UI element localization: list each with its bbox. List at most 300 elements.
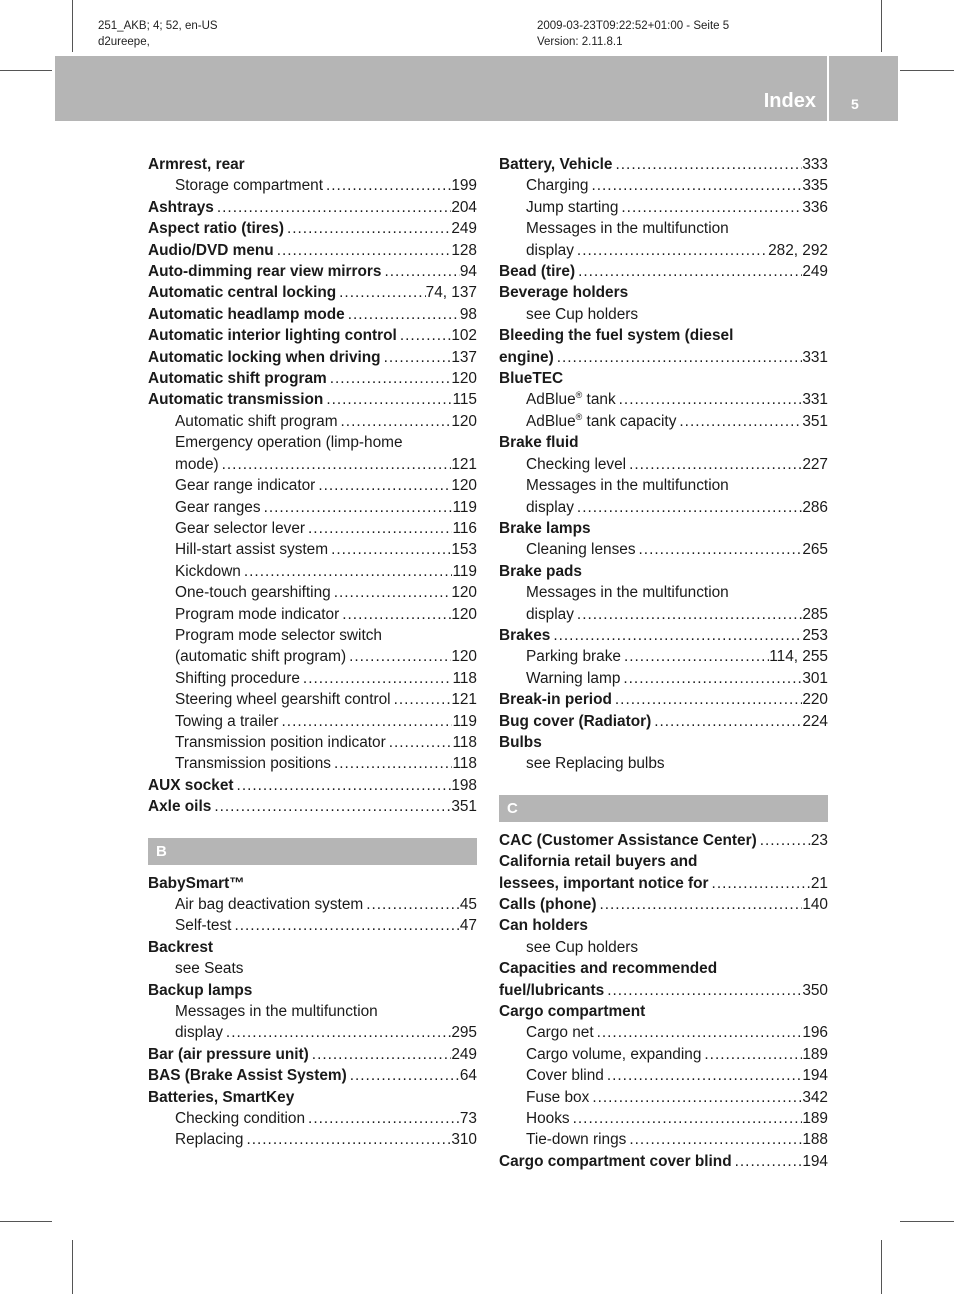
entry-label <box>499 980 604 1001</box>
page-reference: 120 <box>451 477 477 495</box>
entry-label <box>148 873 245 894</box>
entry-label <box>499 894 596 915</box>
entry-label <box>148 304 345 325</box>
entry-label-text: (automatic shift program) <box>175 648 347 666</box>
page-reference: 140 <box>802 896 828 913</box>
page-reference: 335 <box>802 177 828 195</box>
index-subentry <box>499 1108 828 1129</box>
page-reference: 331 <box>802 348 828 366</box>
entry-label-text: Gear ranges <box>175 498 261 516</box>
meta-right-line2: Version: 2.11.8.1 <box>537 36 623 48</box>
entry-label <box>526 753 665 774</box>
entry-label-text: Backrest <box>148 938 214 956</box>
leader-dots <box>381 261 459 282</box>
crop-mark <box>900 1221 954 1222</box>
entry-label <box>148 154 245 175</box>
leader-dots <box>570 1108 803 1129</box>
page-reference: 220 <box>802 691 828 709</box>
page-reference: 227 <box>802 455 828 473</box>
page-reference: 119 <box>452 562 477 580</box>
entry-label-text: see Seats <box>175 960 244 978</box>
entry-label-text: Hooks <box>526 1110 570 1128</box>
entry-label <box>499 830 757 851</box>
section-heading-c: C <box>499 795 828 822</box>
entry-label-text: Cover blind <box>526 1067 604 1085</box>
entry-label-text: BAS (Brake Assist System) <box>148 1067 347 1085</box>
index-entry <box>499 432 828 453</box>
index-subentry <box>148 894 477 915</box>
page-reference: 351 <box>451 798 477 816</box>
entry-label-text: Gear selector lever <box>175 519 306 537</box>
index-entry <box>499 1151 828 1172</box>
index-subentry <box>499 175 828 196</box>
index-subentry <box>499 646 828 667</box>
leader-dots <box>339 604 451 625</box>
entry-label <box>175 711 279 732</box>
entry-label <box>175 894 363 915</box>
index-entry <box>499 958 828 979</box>
entry-label <box>526 304 638 325</box>
leader-dots <box>241 561 453 582</box>
leader-dots <box>618 197 802 218</box>
entry-label-text: Automatic headlamp mode <box>148 305 345 323</box>
entry-label <box>148 389 323 410</box>
entry-label-text: display <box>526 241 574 259</box>
entry-label <box>499 689 612 710</box>
index-entry <box>148 368 477 389</box>
index-entry <box>499 347 828 368</box>
page-reference: 285 <box>802 605 828 623</box>
index-subentry <box>499 1065 828 1086</box>
entry-label-text: Calls (phone) <box>499 896 597 913</box>
page-reference: 21 <box>810 874 828 892</box>
entry-label-text: Towing a trailer <box>175 712 279 730</box>
index-entry <box>499 1001 828 1022</box>
registered-mark: ® <box>575 390 583 401</box>
entry-label <box>526 454 626 475</box>
entry-label <box>148 261 381 282</box>
entry-label-text: Ashtrays <box>148 198 214 216</box>
index-entry <box>148 980 477 1001</box>
leader-dots <box>323 175 451 196</box>
page-reference: 120 <box>451 412 477 430</box>
entry-label-text: Cargo compartment <box>499 1003 646 1021</box>
leader-dots <box>732 1151 803 1172</box>
entry-label <box>526 1129 626 1150</box>
index-subentry <box>499 604 828 625</box>
index-subentry <box>148 689 477 710</box>
index-subentry <box>499 1087 828 1108</box>
leader-dots <box>243 1129 451 1150</box>
index-subentry <box>148 753 477 774</box>
index-entry <box>148 1087 477 1108</box>
leader-dots <box>300 668 453 689</box>
page-reference: 194 <box>802 1067 828 1085</box>
entry-label <box>148 1087 294 1108</box>
entry-label-text: Messages in the multifunction <box>526 220 729 238</box>
crop-mark <box>881 0 882 52</box>
index-subentry <box>499 475 828 496</box>
index-subentry <box>499 937 828 958</box>
page-reference: 224 <box>802 712 828 730</box>
leader-dots <box>596 894 802 915</box>
index-subentry <box>499 240 828 261</box>
index-subentry <box>499 1044 828 1065</box>
page-reference: 120 <box>451 605 477 623</box>
entry-label <box>175 1001 378 1022</box>
leader-dots <box>305 1108 460 1129</box>
index-entry <box>499 732 828 753</box>
entry-label-suffix: tank capacity <box>582 412 677 430</box>
leader-dots <box>613 154 803 175</box>
entry-label <box>175 625 382 646</box>
index-subentry <box>148 625 477 646</box>
entry-label-text: see Cup holders <box>526 938 639 956</box>
entry-label-text: AdBlue <box>526 412 576 430</box>
entry-label <box>499 432 579 453</box>
leader-dots <box>386 732 453 753</box>
index-subentry <box>148 432 477 453</box>
page-reference: 282, 292 <box>768 241 828 259</box>
entry-label-text: see Replacing bulbs <box>526 755 665 773</box>
leader-dots <box>327 368 452 389</box>
entry-label-text: BlueTEC <box>499 370 564 388</box>
entry-label <box>148 325 397 346</box>
entry-label <box>175 732 386 753</box>
entry-label-text: Axle oils <box>148 798 212 816</box>
entry-label <box>175 454 219 475</box>
entry-label <box>148 980 252 1001</box>
entry-label-text: Cargo volume, expanding <box>526 1045 702 1063</box>
index-subentry <box>148 539 477 560</box>
leader-dots <box>214 197 451 218</box>
entry-label <box>499 958 717 979</box>
entry-label <box>175 958 243 979</box>
index-column-right <box>499 154 828 1172</box>
page-reference: 121 <box>451 691 477 709</box>
index-entry <box>499 689 828 710</box>
index-subentry <box>148 454 477 475</box>
page-reference: 102 <box>451 327 477 345</box>
entry-label <box>526 604 574 625</box>
entry-label <box>175 175 323 196</box>
leader-dots <box>574 604 802 625</box>
leader-dots <box>274 240 452 261</box>
page-reference: 153 <box>451 541 477 559</box>
page-reference: 350 <box>802 981 828 999</box>
index-subentry <box>499 539 828 560</box>
page-reference: 249 <box>451 220 477 238</box>
index-subentry <box>499 1022 828 1043</box>
leader-dots <box>309 1044 452 1065</box>
entry-label-text: Messages in the multifunction <box>526 477 729 495</box>
page-reference: 249 <box>802 263 828 281</box>
index-subentry <box>499 197 828 218</box>
entry-label-text: BabySmart™ <box>148 874 245 892</box>
entry-label-text: Brake lamps <box>499 519 591 537</box>
page-reference: 189 <box>802 1045 828 1063</box>
crop-mark <box>0 70 52 71</box>
index-subentry <box>499 582 828 603</box>
page-reference: 118 <box>452 755 477 773</box>
entry-label-text: Bead (tire) <box>499 263 576 281</box>
entry-label <box>526 389 616 410</box>
entry-label-text: Battery, Vehicle <box>499 156 613 173</box>
page-reference: 128 <box>451 241 477 259</box>
entry-label <box>148 937 213 958</box>
leader-dots <box>381 347 452 368</box>
page-reference: 119 <box>452 498 477 516</box>
entry-label <box>499 1151 732 1172</box>
entry-label-text: Steering wheel gearshift control <box>175 691 391 709</box>
page-reference: 118 <box>452 733 477 751</box>
leader-dots <box>651 711 802 732</box>
page-reference: 120 <box>451 584 477 602</box>
index-list-b <box>148 873 477 1151</box>
entry-label <box>526 197 618 218</box>
entry-label <box>499 873 709 894</box>
index-subentry <box>148 915 477 936</box>
index-entry <box>499 625 828 646</box>
index-entry <box>148 389 477 410</box>
entry-label <box>526 1108 570 1129</box>
index-entry <box>148 154 477 175</box>
entry-label-text: Cargo compartment cover blind <box>499 1152 732 1170</box>
entry-label-text: Audio/DVD menu <box>148 241 274 259</box>
page-reference: 295 <box>451 1024 477 1042</box>
page-reference: 64 <box>459 1067 477 1085</box>
index-column-left <box>148 154 477 1151</box>
entry-label <box>499 282 628 303</box>
index-subentry <box>148 604 477 625</box>
leader-dots <box>328 539 451 560</box>
index-subentry <box>148 958 477 979</box>
entry-label-text: Checking condition <box>175 1110 306 1128</box>
page-reference: 115 <box>452 391 477 409</box>
entry-label <box>148 775 234 796</box>
leader-dots <box>323 389 452 410</box>
leader-dots <box>636 539 803 560</box>
entry-label-text: engine) <box>499 348 554 366</box>
index-entry <box>499 851 828 872</box>
section-heading-b: B <box>148 838 477 865</box>
entry-label-text: Self-test <box>175 917 232 935</box>
index-subentry <box>148 561 477 582</box>
entry-label-text: Hill-start assist system <box>175 541 329 559</box>
entry-label-text: Batteries, SmartKey <box>148 1088 295 1106</box>
entry-label-text: Auto-dimming rear view mirrors <box>148 263 382 281</box>
leader-dots <box>574 497 802 518</box>
leader-dots <box>211 796 451 817</box>
leader-dots <box>305 518 452 539</box>
index-entry <box>499 561 828 582</box>
entry-label-text: see Cup holders <box>526 305 639 323</box>
leader-dots <box>604 1065 802 1086</box>
meta-left-line1: 251_AKB; 4; 52, en-US <box>98 20 218 32</box>
index-entry <box>499 368 828 389</box>
index-list-a <box>148 154 477 818</box>
page-reference: 137 <box>451 348 477 366</box>
index-subentry <box>148 475 477 496</box>
entry-label <box>526 646 621 667</box>
entry-label <box>175 753 331 774</box>
index-entry <box>499 980 828 1001</box>
index-entry <box>148 873 477 894</box>
page-reference: 120 <box>451 648 477 666</box>
entry-label-text: Bar (air pressure unit) <box>148 1045 309 1063</box>
page-reference: 45 <box>459 896 477 913</box>
entry-label-text: Automatic interior lighting control <box>148 327 397 345</box>
entry-label-text: Break-in period <box>499 691 612 709</box>
page-title: Index <box>763 90 816 112</box>
entry-label-text: Automatic locking when driving <box>148 348 381 366</box>
entry-label <box>175 582 331 603</box>
index-subentry <box>148 411 477 432</box>
entry-label <box>499 325 733 346</box>
entry-label-text: Bug cover (Radiator) <box>499 712 652 730</box>
entry-label <box>526 668 620 689</box>
entry-label <box>499 368 563 389</box>
entry-label <box>175 1108 305 1129</box>
page-reference: 94 <box>459 263 477 281</box>
entry-label-text: fuel/lubricants <box>499 981 605 999</box>
entry-label <box>526 175 588 196</box>
leader-dots <box>363 894 460 915</box>
leader-dots <box>550 625 802 646</box>
entry-label <box>175 646 346 667</box>
index-subentry <box>148 518 477 539</box>
leader-dots <box>338 411 452 432</box>
entry-label <box>526 240 574 261</box>
meta-left-line2: d2ureepe, <box>98 36 150 48</box>
index-entry <box>148 282 477 303</box>
entry-label <box>499 711 651 732</box>
leader-dots <box>594 1022 803 1043</box>
leader-dots <box>588 175 802 196</box>
entry-label <box>526 539 636 560</box>
leader-dots <box>346 646 451 667</box>
page-reference: 249 <box>451 1045 477 1063</box>
entry-label-text: Gear range indicator <box>175 477 316 495</box>
entry-label-text: Emergency operation (limp-home <box>175 434 403 452</box>
page-reference: 331 <box>802 391 828 409</box>
entry-label-text: Brakes <box>499 626 551 644</box>
entry-label-text: Fuse box <box>526 1088 590 1106</box>
index-entry <box>148 937 477 958</box>
page-reference: 198 <box>451 776 477 794</box>
entry-label <box>148 1065 347 1086</box>
leader-dots <box>284 218 451 239</box>
entry-label-text: California retail buyers and <box>499 853 698 871</box>
header-divider <box>827 56 829 121</box>
entry-label <box>175 432 403 453</box>
entry-label-text: Automatic transmission <box>148 391 324 409</box>
entry-label <box>175 475 315 496</box>
index-subentry <box>499 389 828 410</box>
leader-dots <box>234 775 452 796</box>
entry-label <box>175 1022 223 1043</box>
entry-label <box>148 1044 309 1065</box>
index-subentry <box>148 668 477 689</box>
entry-label <box>175 1129 243 1150</box>
entry-label <box>175 518 305 539</box>
crop-mark <box>72 1240 73 1294</box>
entry-label <box>175 668 300 689</box>
page-reference: 342 <box>802 1088 828 1106</box>
page-reference: 98 <box>459 305 477 323</box>
page-reference: 120 <box>451 370 477 388</box>
index-subentry <box>499 454 828 475</box>
leader-dots <box>612 689 802 710</box>
leader-dots <box>279 711 453 732</box>
index-subentry <box>148 1108 477 1129</box>
leader-dots <box>701 1044 802 1065</box>
entry-label-text: Cargo net <box>526 1024 594 1042</box>
entry-label-text: Automatic shift program <box>148 370 327 388</box>
index-entry <box>499 915 828 936</box>
entry-label-text: CAC (Customer Assistance Center) <box>499 831 757 849</box>
index-subentry <box>499 497 828 518</box>
index-subentry <box>148 497 477 518</box>
entry-label-text: Parking brake <box>526 648 621 666</box>
entry-label <box>499 261 575 282</box>
leader-dots <box>709 873 811 894</box>
index-subentry <box>499 304 828 325</box>
index-subentry <box>148 732 477 753</box>
index-subentry <box>148 1129 477 1150</box>
index-entry <box>148 775 477 796</box>
index-entry <box>148 197 477 218</box>
crop-mark <box>900 70 954 71</box>
registered-mark: ® <box>575 411 583 422</box>
index-subentry <box>499 411 828 432</box>
entry-label <box>175 915 231 936</box>
index-entry <box>499 894 828 915</box>
page-reference: 116 <box>452 519 477 537</box>
entry-label-text: display <box>175 1024 223 1042</box>
page-reference: 253 <box>802 626 828 644</box>
page-reference: 301 <box>802 669 828 687</box>
index-entry <box>499 711 828 732</box>
entry-label-text: Bulbs <box>499 733 542 751</box>
leader-dots <box>589 1087 802 1108</box>
leader-dots <box>757 830 811 851</box>
leader-dots <box>620 668 802 689</box>
page-number: 5 <box>851 96 859 112</box>
entry-label <box>175 539 328 560</box>
leader-dots <box>345 304 460 325</box>
entry-label-text: Jump starting <box>526 198 619 216</box>
entry-label-text: display <box>526 605 574 623</box>
entry-label-text: Tie-down rings <box>526 1131 627 1149</box>
entry-label-text: One-touch gearshifting <box>175 584 331 602</box>
index-entry <box>499 325 828 346</box>
entry-label <box>175 411 338 432</box>
entry-label <box>526 582 729 603</box>
entry-label-text: Messages in the multifunction <box>175 1003 378 1021</box>
entry-label-text: Transmission position indicator <box>175 733 386 751</box>
page-reference: 199 <box>451 177 477 195</box>
index-list-c <box>499 830 828 1173</box>
entry-label-text: Warning lamp <box>526 669 621 687</box>
entry-label <box>499 915 588 936</box>
index-entry <box>499 518 828 539</box>
leader-dots <box>676 411 802 432</box>
entry-label <box>526 411 676 432</box>
leader-dots <box>575 261 802 282</box>
index-entry <box>499 282 828 303</box>
entry-label-text: display <box>526 498 574 516</box>
